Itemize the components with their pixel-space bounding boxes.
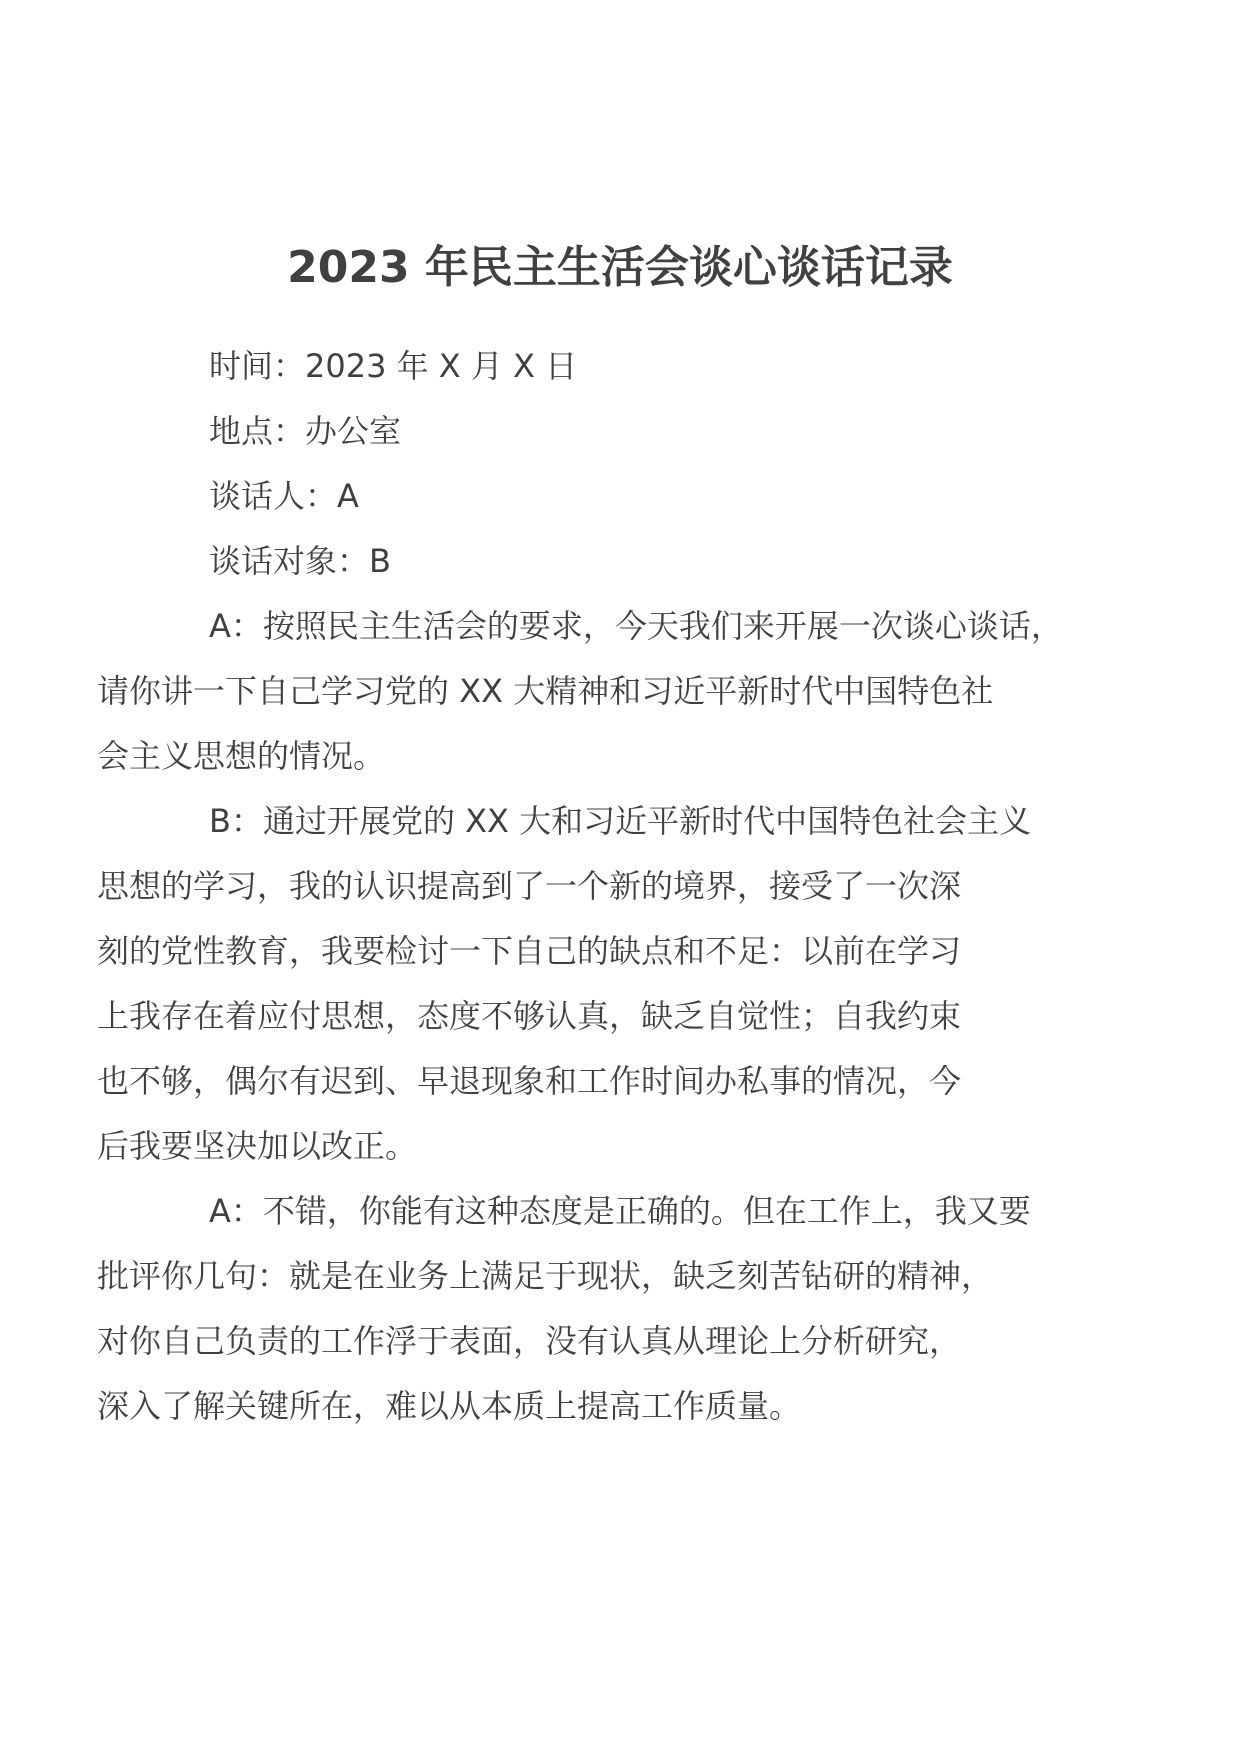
paragraph-line: 批评你几句：就是在业务上满足于现状，缺乏刻苦钻研的精神， <box>97 1257 994 1295</box>
paragraph-line: 思想的学习，我的认识提高到了一个新的境界，接受了一次深 <box>97 867 962 905</box>
paragraph-line: 也不够，偶尔有迟到、早退现象和工作时间办私事的情况，今 <box>97 1062 962 1100</box>
paragraph-line: 会主义思想的情况。 <box>97 737 386 775</box>
document-title: 2023 年民主生活会谈心谈话记录 <box>287 242 953 293</box>
meta-interviewer: 谈话人：A <box>209 477 359 515</box>
dialogue-paragraph-1 <box>97 594 1093 789</box>
dialogue-paragraph-2 <box>97 789 1093 1179</box>
meta-time: 时间：2023 年 X 月 X 日 <box>209 347 578 385</box>
paragraph-line: 深入了解关键所在，难以从本质上提高工作质量。 <box>97 1387 802 1425</box>
paragraph-line: A：按照民主生活会的要求，今天我们来开展一次谈心谈话， <box>209 607 1063 645</box>
document-body <box>97 334 1093 1439</box>
paragraph-line: 对你自己负责的工作浮于表面，没有认真从理论上分析研究， <box>97 1322 962 1360</box>
paragraph-line: A：不错，你能有这种态度是正确的。但在工作上，我又要 <box>209 1192 1031 1230</box>
dialogue-paragraph-3 <box>97 1179 1093 1439</box>
paragraph-line: 请你讲一下自己学习党的 XX 大精神和习近平新时代中国特色社 <box>97 672 994 710</box>
meta-interviewee: 谈话对象：B <box>209 542 391 580</box>
meta-location: 地点：办公室 <box>209 412 402 450</box>
paragraph-line: B：通过开展党的 XX 大和习近平新时代中国特色社会主义 <box>209 802 1032 840</box>
paragraph-line: 后我要坚决加以改正。 <box>97 1127 418 1165</box>
paragraph-line: 上我存在着应付思想，态度不够认真，缺乏自觉性；自我约束 <box>97 997 962 1035</box>
paragraph-line: 刻的党性教育，我要检讨一下自己的缺点和不足：以前在学习 <box>97 932 962 970</box>
